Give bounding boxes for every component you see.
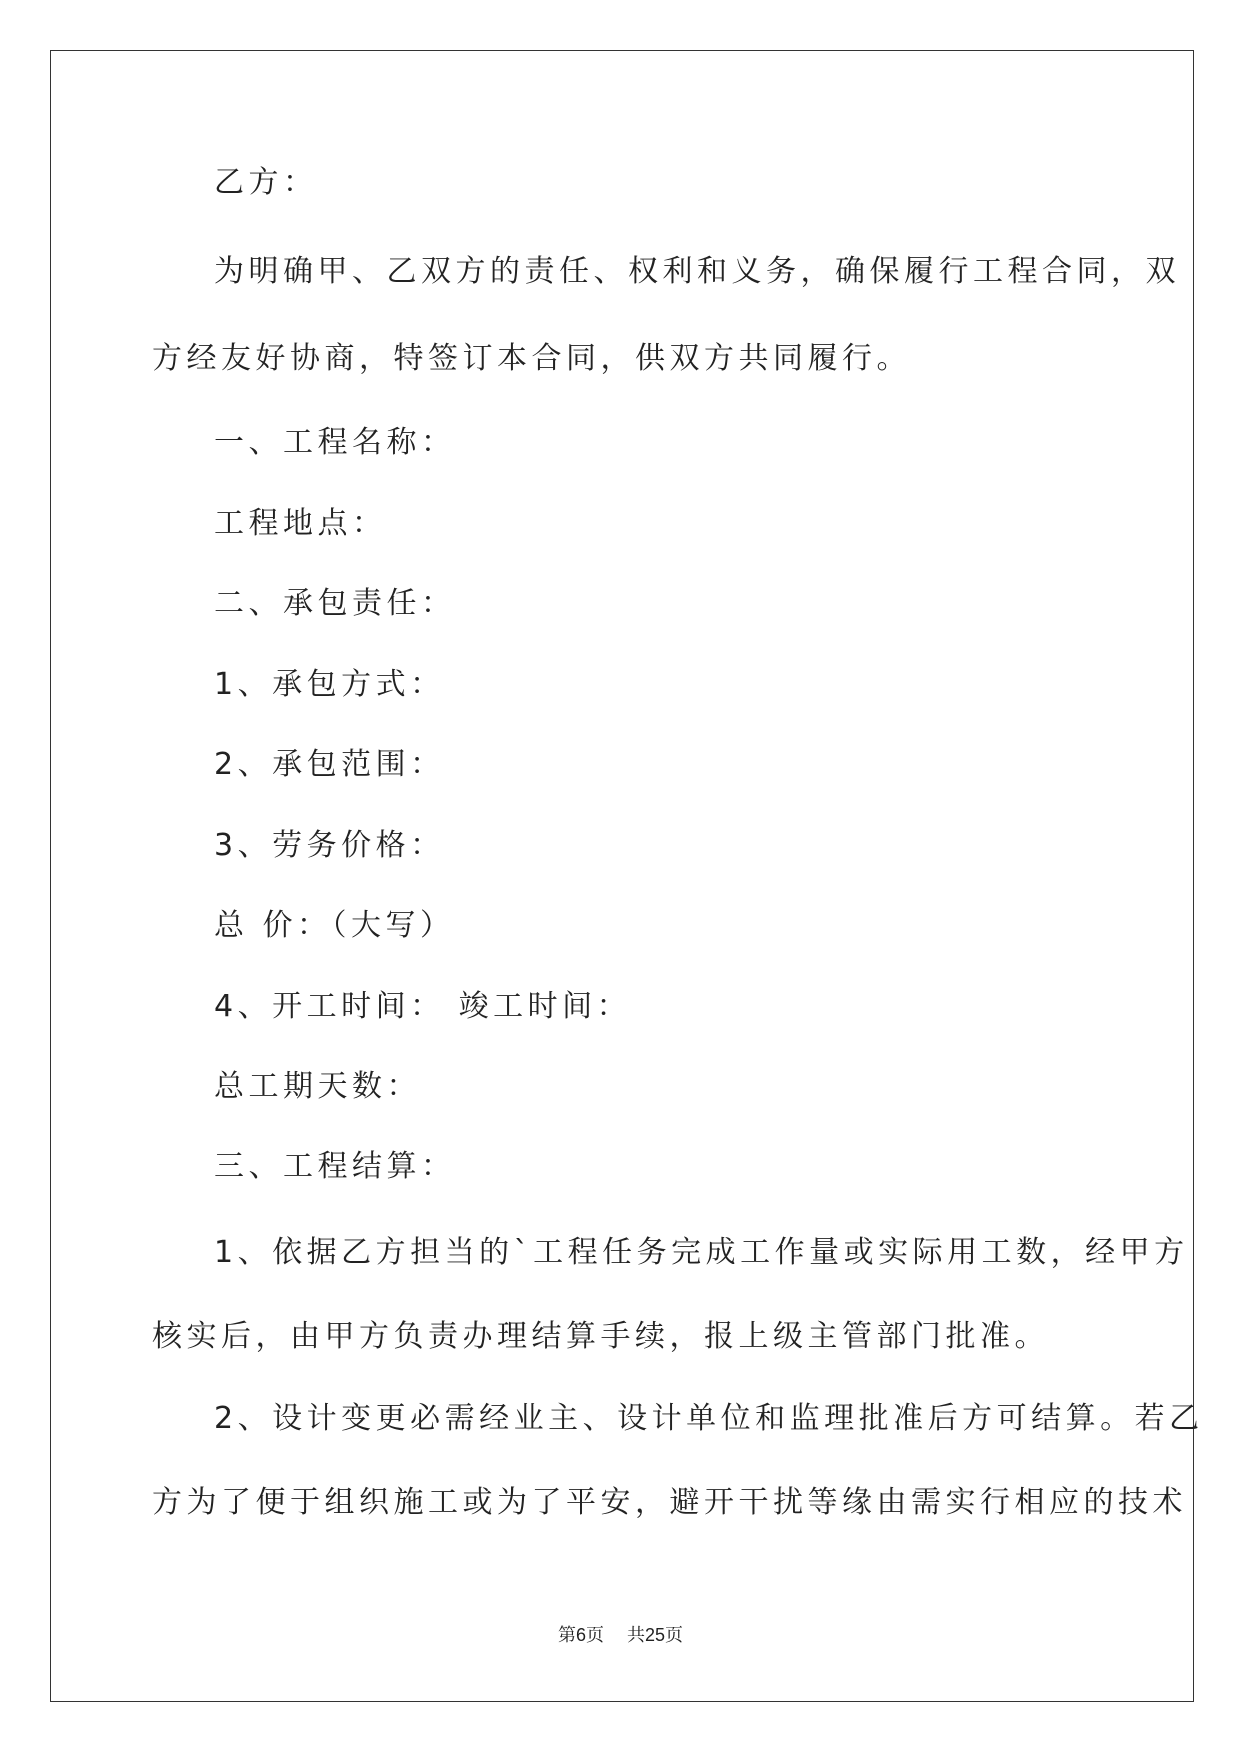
- field-line: 1、承包方式：: [214, 667, 445, 702]
- field-line: 总 价：（大写）: [214, 908, 455, 943]
- footer-page-suffix: 页: [586, 1625, 605, 1646]
- paragraph-line: 核实后，由甲方负责办理结算手续，报上级主管部门批准。: [152, 1319, 1049, 1354]
- footer-total-prefix: 共: [626, 1625, 645, 1646]
- field-line: 2、承包范围：: [214, 747, 445, 782]
- field-line: 工程地点：: [214, 506, 387, 541]
- page-footer: [0, 1621, 1241, 1647]
- paragraph-line: 方为了便于组织施工或为了平安，避开干扰等缘由需实行相应的技术: [152, 1485, 1187, 1520]
- paragraph-line: 2、设计变更必需经业主、设计单位和监理批准后方可结算。若乙: [214, 1401, 1204, 1436]
- field-line: 3、劳务价格：: [214, 828, 445, 863]
- section-heading: 一、工程名称：: [214, 425, 456, 460]
- section-heading: 三、工程结算：: [214, 1149, 456, 1184]
- section-heading: 二、承包责任：: [214, 586, 456, 621]
- footer-total-suffix: 页: [664, 1625, 683, 1646]
- footer-total-pages: 25: [644, 1625, 665, 1645]
- field-line: 4、开工时间： 竣工时间：: [214, 989, 632, 1024]
- footer-page-number: 6: [576, 1625, 587, 1645]
- paragraph-line: 方经友好协商，特签订本合同，供双方共同履行。: [152, 341, 911, 376]
- page-border: [50, 50, 1204, 1702]
- party-b-label: 乙方：: [214, 165, 318, 200]
- footer-prefix: 第: [558, 1625, 577, 1646]
- field-line: 总工期天数：: [214, 1069, 421, 1104]
- paragraph-line: 为明确甲、乙双方的责任、权利和义务，确保履行工程合同，双: [214, 254, 1180, 289]
- paragraph-line: 1、依据乙方担当的`工程任务完成工作量或实际用工数，经甲方: [214, 1235, 1189, 1270]
